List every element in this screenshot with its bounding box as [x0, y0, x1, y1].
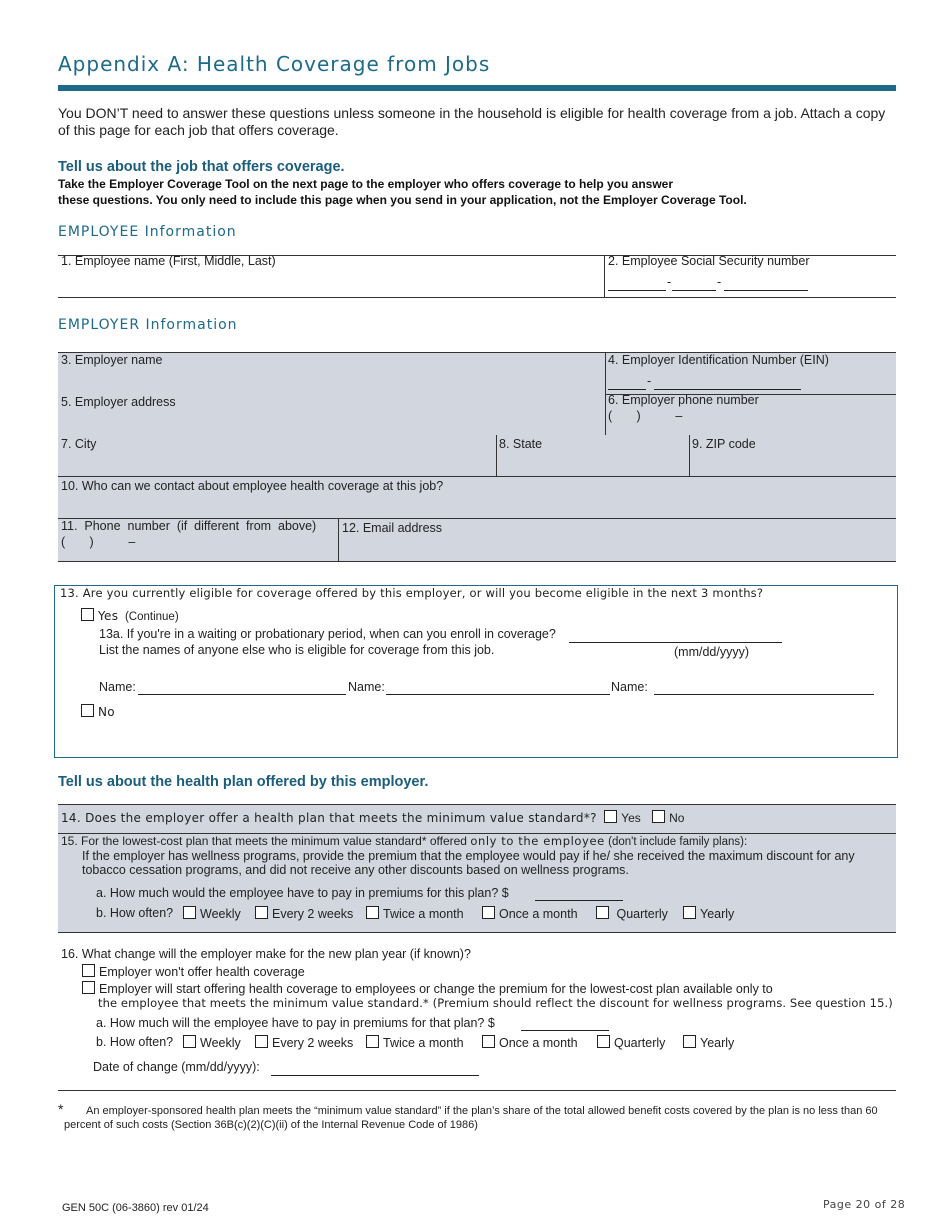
page-number: Page 20 of 28: [823, 1198, 906, 1211]
ein-field[interactable]: -: [608, 372, 803, 390]
alt-phone-label: 11. Phone number (if different from above): [61, 519, 317, 533]
city-label: 7. City: [61, 437, 97, 451]
checkbox-icon[interactable]: [604, 810, 617, 823]
q15-frequency-row: b. How often? Weekly Every 2 weeks Twice a month Once a month Quarterly Yearly: [96, 906, 735, 921]
alt-phone-field[interactable]: ( ) –: [61, 535, 136, 549]
freq-every-2-weeks[interactable]: Every 2 weeks: [255, 906, 353, 921]
q14-row: 14. Does the employer offer a health plan that meets the minimum value standard*? Yes No: [61, 811, 685, 825]
name-label-2: Name:: [348, 680, 385, 694]
employer-section-heading: EMPLOYER Information: [58, 317, 238, 333]
freq-every-2-weeks[interactable]: Every 2 weeks: [255, 1035, 353, 1050]
divider: [496, 435, 497, 476]
q16-option-2-continued: the employee that meets the minimum value standard.* (Premium should reflect the discount for wellness programs. See question 15.): [98, 996, 893, 1010]
change-date-label: Date of change (mm/dd/yyyy):: [93, 1060, 260, 1074]
form-id: GEN 50C (06-3860) rev 01/24: [62, 1202, 209, 1214]
divider: [58, 932, 896, 933]
name-field-2[interactable]: [386, 680, 610, 695]
job-instructions-1: Take the Employer Coverage Tool on the next page to the employer who offers coverage to help you answer: [58, 177, 674, 191]
divider: [58, 476, 896, 477]
employee-ssn-label: 2. Employee Social Security number: [608, 254, 810, 268]
ein-label: 4. Employer Identification Number (EIN): [608, 353, 829, 367]
q13-no-option[interactable]: No: [81, 704, 115, 719]
q16-question: 16. What change will the employer make for the new plan year (if known)?: [61, 947, 471, 961]
divider: [689, 435, 690, 476]
state-label: 8. State: [499, 437, 543, 451]
q15-question: 15. For the lowest-cost plan that meets the minimum value standard* offered only to the employee (don't include family plans):: [61, 834, 748, 848]
divider: [58, 561, 896, 562]
checkbox-icon[interactable]: [652, 810, 665, 823]
q16-option-1[interactable]: Employer won't offer health coverage: [82, 964, 305, 979]
checkbox-icon: [82, 964, 95, 977]
footnote-mark: *: [58, 1101, 64, 1117]
employee-section-heading: EMPLOYEE Information: [58, 224, 237, 240]
freq-yearly[interactable]: Yearly: [683, 1035, 734, 1050]
divider: [605, 352, 606, 435]
question-13-box: [54, 585, 898, 758]
employer-phone-label: 6. Employer phone number: [608, 393, 759, 407]
ssn-field[interactable]: - -: [608, 271, 808, 291]
name-label-3: Name:: [611, 680, 648, 694]
freq-once-a-month[interactable]: Once a month: [482, 1035, 578, 1050]
list-names-text: List the names of anyone else who is eligible for coverage from this job.: [99, 643, 495, 657]
plan-heading: Tell us about the health plan offered by this employer.: [58, 774, 429, 790]
intro-text: You DON’T need to answer these questions unless someone in the household is eligible for health coverage from a job. Attach a copy of this page for each job that offers coverage.: [58, 105, 886, 138]
job-instructions-2: these questions. You only need to include this page when you send in your application, not the Employer Coverage Tool.: [58, 193, 747, 207]
name-label-1: Name:: [99, 680, 136, 694]
employee-name-label: 1. Employee name (First, Middle, Last): [61, 254, 276, 268]
freq-quarterly[interactable]: Quarterly: [597, 1035, 665, 1050]
divider: [604, 255, 605, 297]
q13a-question: 13a. If you're in a waiting or probationary period, when can you enroll in coverage?: [99, 627, 556, 641]
employer-name-label: 3. Employer name: [61, 353, 163, 367]
freq-weekly[interactable]: Weekly: [183, 906, 241, 921]
enroll-date-field[interactable]: [569, 628, 782, 643]
page-title: Appendix A: Health Coverage from Jobs: [58, 52, 491, 76]
job-heading: Tell us about the job that offers coverage.: [58, 159, 345, 175]
freq-quarterly[interactable]: Quarterly: [596, 906, 668, 921]
divider: [338, 518, 339, 561]
q14-question: 14. Does the employer offer a health plan that meets the minimum value standard*?: [61, 811, 597, 825]
freq-twice-a-month[interactable]: Twice a month: [366, 906, 464, 921]
q15a-question: a. How much would the employee have to pay in premiums for this plan? $: [96, 886, 509, 900]
date-hint: (mm/dd/yyyy): [674, 645, 749, 659]
divider: [58, 1090, 896, 1091]
employer-address-label: 5. Employer address: [61, 395, 176, 409]
freq-twice-a-month[interactable]: Twice a month: [366, 1035, 464, 1050]
q15-detail: If the employer has wellness programs, provide the premium that the employee would pay if he/ she received the maximum discount for any tobacco cessation programs, and did not receive any other discounts based on wellness programs.: [82, 849, 855, 877]
q16-option-2[interactable]: Employer will start offering health coverage to employees or change the premium for the lowest-cost plan available only to: [82, 981, 773, 996]
q15-premium-field[interactable]: [535, 886, 623, 901]
employer-phone-field[interactable]: ( ) –: [608, 409, 683, 423]
change-date-field[interactable]: [271, 1061, 479, 1076]
name-field-1[interactable]: [138, 680, 346, 695]
divider: [58, 297, 896, 298]
contact-label: 10. Who can we contact about employee health coverage at this job?: [61, 479, 444, 493]
q13-yes-option[interactable]: Yes (Continue): [81, 608, 179, 623]
checkbox-icon[interactable]: [81, 704, 94, 717]
footnote-text: An employer-sponsored health plan meets the “minimum value standard” if the plan’s share of the total allowed benefit costs covered by the plan is no less than 60 percent of such costs (Section 36B(c)(2)(C)(ii) of the Internal Revenue Code of 1986): [64, 1105, 878, 1131]
freq-once-a-month[interactable]: Once a month: [482, 906, 578, 921]
freq-weekly[interactable]: Weekly: [183, 1035, 241, 1050]
title-rule: [58, 85, 896, 91]
checkbox-icon[interactable]: [81, 608, 94, 621]
freq-yearly[interactable]: Yearly: [683, 906, 734, 921]
zip-label: 9. ZIP code: [692, 437, 756, 451]
q16-frequency-row: b. How often? Weekly Every 2 weeks Twice a month Once a month Quarterly Yearly: [96, 1035, 735, 1050]
divider: [58, 804, 896, 805]
q16-premium-field[interactable]: [521, 1016, 609, 1031]
email-label: 12. Email address: [342, 521, 443, 535]
q13-question: 13. Are you currently eligible for coverage offered by this employer, or will you become eligible in the next 3 months?: [60, 586, 764, 600]
checkbox-icon: [82, 981, 95, 994]
name-field-3[interactable]: [654, 680, 874, 695]
q16a-question: a. How much will the employee have to pay in premiums for that plan? $: [96, 1016, 495, 1030]
